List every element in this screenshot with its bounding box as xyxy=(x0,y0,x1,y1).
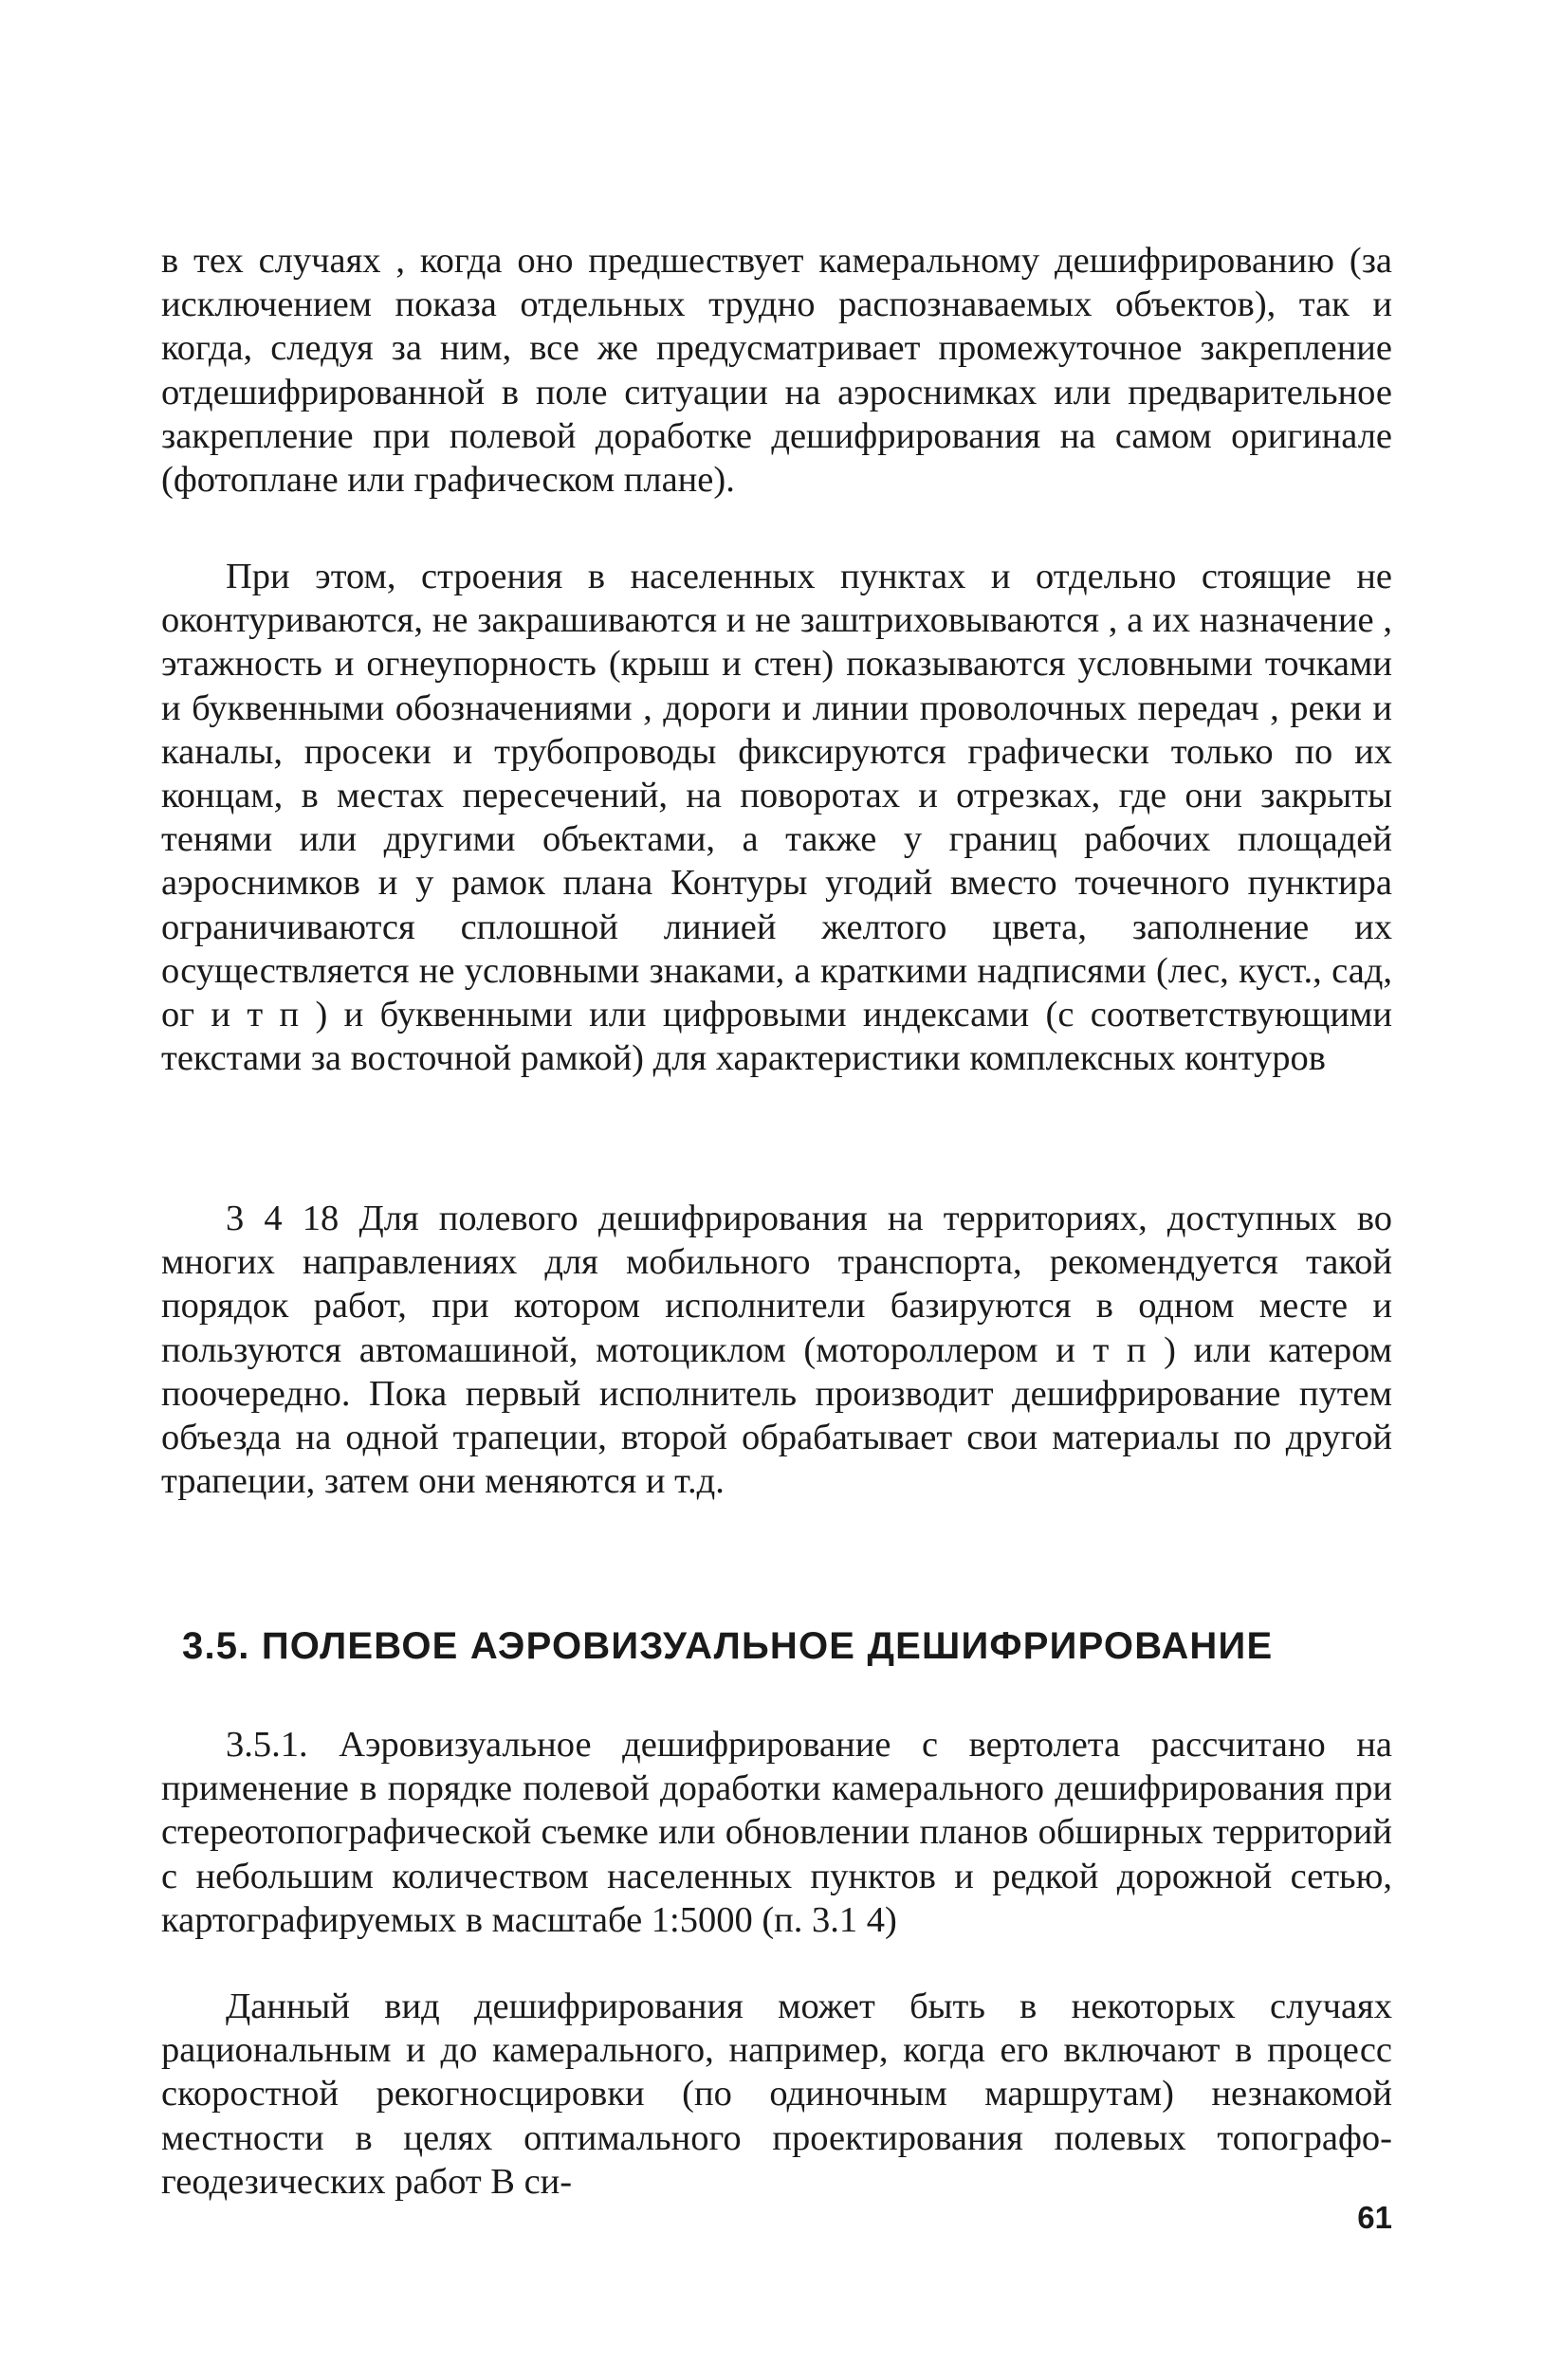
paragraph-3-4-18: 3 4 18 Для полевого дешифрирования на территориях, доступных во многих направлениях для мобильного транспорта, рекомендуется такой порядок работ, при котором исполнители базируются в одном месте и пользуются автомашиной, мотоциклом (мотороллером и т п ) или катером поочередно. Пока первый исполнитель производит дешифрирование путем объезда на одной трапеции, второй обрабатывает свои материалы по другой трапеции, затем они меняются и т.д. xyxy=(161,1199,1392,1502)
paragraph-aerovisual-use: Данный вид дешифрирования может быть в некоторых случаях рациональным и до камерального, например, когда его включают в процесс скоростной рекогносцировки (по одиночным маршрутам) незнакомой местности в целях оптимального проектирования полевых топографо-геодезических работ В си- xyxy=(161,1986,1392,2202)
paragraph-3-5-1: 3.5.1. Аэровизуальное дешифрирование с вертолета рассчитано на применение в порядке полевой доработки камерального дешифрирования при стереотопографической съемке или обновлении планов обширных территорий с небольшим количеством населенных пунктов и редкой дорожной сетью, картографируемых в масштабе 1:5000 (п. 3.1 4) xyxy=(161,1725,1392,1940)
paragraph-continuation: в тех случаях , когда оно предшествует камеральному дешифрированию (за исключением показа отдельных трудно распознаваемых объектов), так и когда, следуя за ним, все же предусматривает промежуточное закрепление отдешифрированной в поле ситуации на аэроснимках или предварительное закрепление при полевой доработке дешифрирования на самом оригинале (фотоплане или графическом плане). xyxy=(161,241,1392,501)
section-heading: 3.5. ПОЛЕВОЕ АЭРОВИЗУАЛЬНОЕ ДЕШИФРИРОВАНИЕ xyxy=(182,1625,1274,1667)
paragraph-buildings: При этом, строения в населенных пунктах и отдельно стоящие не оконтуриваются, не закрашиваются и не заштриховываются , а их назначение , этажность и огнеупорность (крыш и стен) показываются условными точками и буквенными обозначениями , дороги и линии проволочных передач , реки и каналы, просеки и трубопроводы фиксируются графически только по их концам, в местах пересечений, на поворотах и отрезках, где они закрыты тенями или другими объектами, а также у границ рабочих площадей аэроснимков и у рамок плана Контуры угодий вместо точечного пунктира ограничиваются сплошной линией желтого цвета, заполнение их осуществляется не условными знаками, а краткими надписями (лес, куст., сад, ог и т п ) и буквенными или цифровыми индексами (с соответствующими текстами за восточной рамкой) для характеристики комплексных контуров xyxy=(161,557,1392,1079)
page-number: 61 xyxy=(1357,2200,1392,2235)
